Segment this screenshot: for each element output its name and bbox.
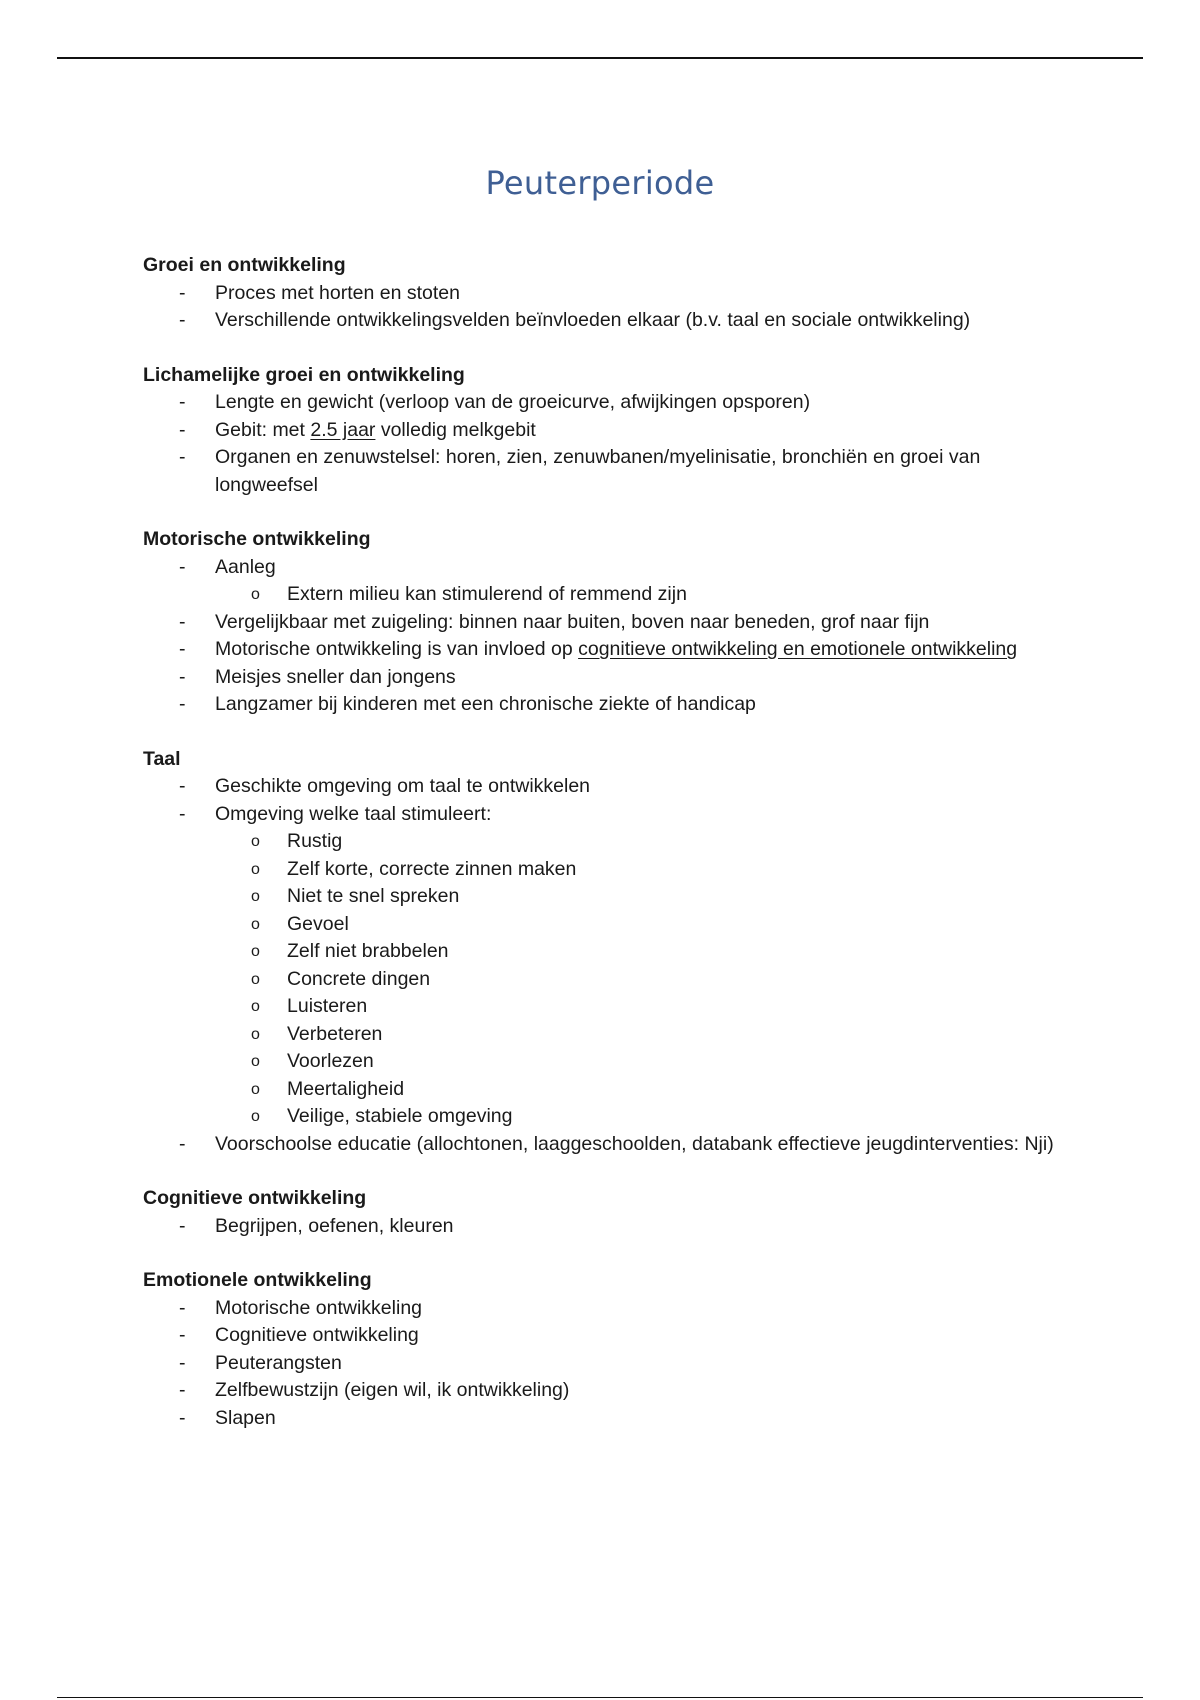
bullet-list bbox=[143, 280, 1083, 335]
sub-list-item: o Rustig bbox=[287, 828, 1083, 856]
section-cognitief bbox=[143, 1185, 1083, 1240]
list-item: - Meisjes sneller dan jongens bbox=[215, 664, 1083, 692]
sub-list-item: o Concrete dingen bbox=[287, 966, 1083, 994]
dash-bullet-icon: - bbox=[179, 555, 186, 578]
section-heading: Emotionele ontwikkeling bbox=[143, 1269, 372, 1291]
circle-bullet-icon: o bbox=[251, 833, 260, 850]
section-heading: Cognitieve ontwikkeling bbox=[143, 1187, 367, 1209]
bullet-list bbox=[143, 389, 1083, 499]
list-item: - Lengte en gewicht (verloop van de groeicurve, afwijkingen opsporen) bbox=[215, 389, 1083, 417]
sub-list-item: o Gevoel bbox=[287, 911, 1083, 939]
list-item: - Organen en zenuwstelsel: horen, zien, zenuwbanen/myelinisatie, bronchiën en groei van longweefsel bbox=[179, 446, 981, 496]
section-heading: Lichamelijke groei en ontwikkeling bbox=[143, 363, 465, 386]
dash-bullet-icon: - bbox=[179, 693, 186, 715]
section-taal bbox=[143, 746, 1083, 1159]
sub-list-item: o Voorlezen bbox=[287, 1048, 1083, 1076]
bullet-list bbox=[143, 1213, 1083, 1241]
section-lichamelijk bbox=[143, 362, 1083, 500]
circle-bullet-icon: o bbox=[251, 1053, 260, 1070]
circle-bullet-icon: o bbox=[251, 970, 260, 988]
list-item: - Verschillende ontwikkelingsvelden beïnvloeden elkaar (b.v. taal en sociale ontwikkeling) bbox=[215, 307, 1083, 335]
dash-bullet-icon: - bbox=[179, 446, 186, 468]
dash-bullet-icon: - bbox=[179, 309, 186, 331]
dash-bullet-icon: - bbox=[179, 1132, 186, 1155]
dash-bullet-icon: - bbox=[179, 638, 186, 660]
dash-bullet-icon: - bbox=[179, 281, 186, 304]
dash-bullet-icon: - bbox=[179, 391, 186, 413]
circle-bullet-icon: o bbox=[251, 1108, 260, 1125]
footer-rule bbox=[57, 1697, 1143, 1698]
list-item: - Motorische ontwikkeling bbox=[215, 1295, 1083, 1323]
sub-bullet-list bbox=[215, 828, 1083, 1131]
underlined-text: 2.5 jaar bbox=[310, 418, 376, 441]
list-item: - Aanleg o Extern milieu kan stimulerend of remmend zijn bbox=[215, 554, 1083, 609]
list-item: - Proces met horten en stoten bbox=[215, 280, 1083, 308]
underlined-text: cognitieve ontwikkeling en emotionele ontwikkeling bbox=[578, 638, 1018, 660]
list-item: - Zelfbewustzijn (eigen wil, ik ontwikkeling) bbox=[215, 1377, 1083, 1405]
circle-bullet-icon: o bbox=[251, 1080, 260, 1098]
section-heading: Motorische ontwikkeling bbox=[143, 528, 371, 550]
sub-list-item: o Niet te snel spreken bbox=[287, 883, 1083, 911]
section-heading: Taal bbox=[143, 747, 181, 770]
dash-bullet-icon: - bbox=[179, 1296, 186, 1319]
sub-bullet-list bbox=[215, 581, 1083, 609]
list-item: - Vergelijkbaar met zuigeling: binnen naar buiten, boven naar beneden, grof naar fijn bbox=[215, 609, 1083, 637]
sub-list-item: o Meertaligheid bbox=[287, 1076, 1083, 1104]
section-heading: Groei en ontwikkeling bbox=[143, 254, 346, 276]
sub-list-item: o Zelf niet brabbelen bbox=[287, 938, 1083, 966]
sub-list-item: o Veilige, stabiele omgeving bbox=[287, 1103, 1083, 1131]
list-item: - Omgeving welke taal stimuleert: o Rustig o Zelf korte, correcte zinnen maken o Niet te snel spreken o Gevoel o Zelf niet brabbelen o Concrete dingen o Luisteren o Verbeteren o Voorlezen o Meertaligheid o Veilige, stabiele omgeving bbox=[215, 801, 1083, 1131]
dash-bullet-icon: - bbox=[179, 418, 186, 441]
circle-bullet-icon: o bbox=[251, 1025, 260, 1043]
sub-list-item: o Verbeteren bbox=[287, 1021, 1083, 1049]
dash-bullet-icon: - bbox=[179, 1351, 186, 1374]
header-rule bbox=[57, 57, 1143, 59]
sub-list-item: o Extern milieu kan stimulerend of remmend zijn bbox=[287, 581, 1083, 609]
sub-list-item: o Zelf korte, correcte zinnen maken bbox=[287, 856, 1083, 884]
list-item: - Peuterangsten bbox=[215, 1350, 1083, 1378]
circle-bullet-icon: o bbox=[251, 888, 260, 905]
dash-bullet-icon: - bbox=[179, 1324, 186, 1346]
sub-list-item: o Luisteren bbox=[287, 993, 1083, 1021]
circle-bullet-icon: o bbox=[251, 998, 260, 1015]
list-item: - Geschikte omgeving om taal te ontwikkelen bbox=[215, 773, 1083, 801]
list-item: - Voorschoolse educatie (allochtonen, laaggeschoolden, databank effectieve jeugdinterventies: Nji) bbox=[215, 1131, 1083, 1159]
section-motorisch bbox=[143, 526, 1083, 719]
circle-bullet-icon: o bbox=[251, 586, 260, 603]
circle-bullet-icon: o bbox=[251, 943, 260, 960]
section-groei bbox=[143, 252, 1083, 335]
bullet-list bbox=[143, 773, 1083, 1158]
section-emotioneel bbox=[143, 1267, 1083, 1432]
list-item: - Slapen bbox=[215, 1405, 1083, 1433]
dash-bullet-icon: - bbox=[179, 610, 186, 633]
dash-bullet-icon: - bbox=[179, 1214, 186, 1237]
page-title: Peuterperiode bbox=[485, 164, 715, 202]
list-item: - Motorische ontwikkeling is van invloed op cognitieve ontwikkeling en emotionele ontwikkeling bbox=[215, 636, 1083, 664]
bullet-list bbox=[143, 554, 1083, 719]
list-item: - Gebit: met 2.5 jaar volledig melkgebit bbox=[215, 417, 1083, 445]
list-item: - Cognitieve ontwikkeling bbox=[215, 1322, 1083, 1350]
circle-bullet-icon: o bbox=[251, 915, 260, 933]
circle-bullet-icon: o bbox=[251, 860, 260, 878]
dash-bullet-icon: - bbox=[179, 1406, 186, 1429]
dash-bullet-icon: - bbox=[179, 802, 186, 825]
dash-bullet-icon: - bbox=[179, 775, 186, 797]
dash-bullet-icon: - bbox=[179, 1379, 186, 1401]
list-item: - Langzamer bij kinderen met een chronische ziekte of handicap bbox=[215, 691, 1083, 719]
bullet-list bbox=[143, 1295, 1083, 1433]
document-body bbox=[143, 252, 1083, 1459]
dash-bullet-icon: - bbox=[179, 665, 186, 688]
list-item: - Begrijpen, oefenen, kleuren bbox=[215, 1213, 1083, 1241]
